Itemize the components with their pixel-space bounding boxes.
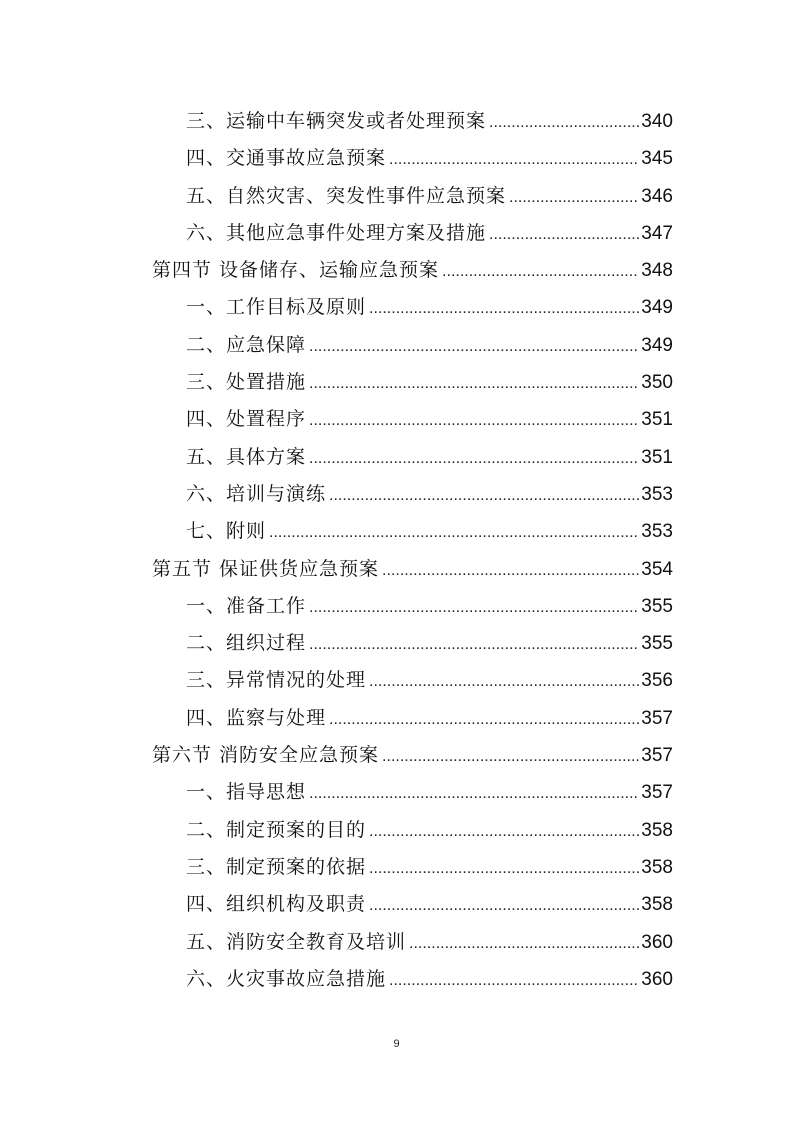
toc-dot-leader — [369, 813, 639, 849]
toc-entry-label: 三、制定预案的依据 — [186, 855, 367, 878]
toc-entry-page-number: 349 — [641, 297, 673, 319]
toc-entry-label: 第四节 设备储存、运输应急预案 — [152, 259, 440, 282]
toc-section-entry[interactable] — [152, 551, 673, 588]
toc-entry-label: 六、火灾事故应急措施 — [186, 967, 387, 990]
toc-subsection-entry[interactable] — [152, 924, 673, 961]
toc-dot-leader — [369, 887, 639, 923]
toc-entry-page-number: 356 — [641, 670, 673, 692]
toc-entry-label: 四、组织机构及职责 — [186, 893, 367, 916]
toc-entry-page-number: 345 — [641, 148, 673, 170]
toc-entry-label: 七、附则 — [186, 520, 267, 543]
toc-dot-leader — [382, 552, 639, 588]
toc-entry-label: 二、制定预案的目的 — [186, 818, 367, 841]
toc-dot-leader — [489, 216, 639, 252]
toc-entry-label: 四、交通事故应急预案 — [186, 147, 387, 170]
toc-entry-page-number: 355 — [641, 595, 673, 617]
toc-entry-page-number: 357 — [641, 782, 673, 804]
toc-dot-leader — [489, 104, 639, 140]
toc-dot-leader — [329, 477, 639, 513]
toc-entry-page-number: 360 — [641, 931, 673, 953]
toc-subsection-entry[interactable] — [152, 327, 673, 364]
toc-entry-page-number: 350 — [641, 372, 673, 394]
toc-entry-label: 二、应急保障 — [186, 333, 307, 356]
page-number: 9 — [393, 1038, 400, 1050]
toc-entry-label: 四、监察与处理 — [186, 706, 327, 729]
toc-entry-label: 第五节 保证供货应急预案 — [152, 557, 380, 580]
toc-entry-page-number: 353 — [641, 521, 673, 543]
toc-entry-label: 三、处置措施 — [186, 371, 307, 394]
toc-entry-page-number: 357 — [641, 707, 673, 729]
toc-dot-leader — [509, 179, 639, 215]
toc-entry-label: 一、指导思想 — [186, 781, 307, 804]
toc-entry-page-number: 358 — [641, 894, 673, 916]
toc-dot-leader — [442, 253, 639, 289]
toc-subsection-entry[interactable] — [152, 961, 673, 998]
toc-entry-page-number: 347 — [641, 222, 673, 244]
toc-subsection-entry[interactable] — [152, 215, 673, 252]
toc-entry-label: 六、培训与演练 — [186, 482, 327, 505]
toc-dot-leader — [269, 514, 639, 550]
table-of-contents — [152, 103, 673, 998]
toc-entry-page-number: 355 — [641, 633, 673, 655]
toc-subsection-entry[interactable] — [152, 476, 673, 513]
toc-subsection-entry[interactable] — [152, 700, 673, 737]
toc-entry-label: 三、异常情况的处理 — [186, 669, 367, 692]
toc-dot-leader — [369, 850, 639, 886]
toc-entry-label: 第六节 消防安全应急预案 — [152, 744, 380, 767]
toc-subsection-entry[interactable] — [152, 401, 673, 438]
toc-entry-label: 一、工作目标及原则 — [186, 296, 367, 319]
toc-subsection-entry[interactable] — [152, 103, 673, 140]
toc-entry-label: 一、准备工作 — [186, 594, 307, 617]
toc-dot-leader — [369, 290, 639, 326]
toc-dot-leader — [309, 626, 639, 662]
toc-dot-leader — [382, 738, 639, 774]
toc-subsection-entry[interactable] — [152, 364, 673, 401]
toc-subsection-entry[interactable] — [152, 886, 673, 923]
toc-entry-page-number: 358 — [641, 856, 673, 878]
toc-entry-label: 二、组织过程 — [186, 632, 307, 655]
toc-entry-page-number: 358 — [641, 819, 673, 841]
toc-entry-page-number: 346 — [641, 185, 673, 207]
toc-dot-leader — [409, 925, 639, 961]
toc-subsection-entry[interactable] — [152, 849, 673, 886]
toc-subsection-entry[interactable] — [152, 289, 673, 326]
toc-dot-leader — [309, 365, 639, 401]
toc-dot-leader — [309, 440, 639, 476]
toc-entry-page-number: 351 — [641, 409, 673, 431]
toc-entry-page-number: 351 — [641, 446, 673, 468]
toc-entry-page-number: 354 — [641, 558, 673, 580]
toc-subsection-entry[interactable] — [152, 662, 673, 699]
toc-entry-page-number: 360 — [641, 968, 673, 990]
toc-section-entry[interactable] — [152, 252, 673, 289]
toc-entry-page-number: 348 — [641, 260, 673, 282]
toc-entry-label: 五、自然灾害、突发性事件应急预案 — [186, 184, 507, 207]
toc-subsection-entry[interactable] — [152, 513, 673, 550]
toc-dot-leader — [389, 962, 639, 998]
toc-subsection-entry[interactable] — [152, 178, 673, 215]
toc-entry-label: 五、具体方案 — [186, 445, 307, 468]
toc-entry-page-number: 340 — [641, 111, 673, 132]
toc-dot-leader — [309, 589, 639, 625]
toc-dot-leader — [309, 775, 639, 811]
toc-entry-page-number: 353 — [641, 483, 673, 505]
toc-subsection-entry[interactable] — [152, 774, 673, 811]
toc-entry-label: 五、消防安全教育及培训 — [186, 930, 407, 953]
toc-subsection-entry[interactable] — [152, 439, 673, 476]
toc-entry-page-number: 349 — [641, 334, 673, 356]
toc-subsection-entry[interactable] — [152, 625, 673, 662]
toc-subsection-entry[interactable] — [152, 812, 673, 849]
toc-dot-leader — [309, 402, 639, 438]
toc-section-entry[interactable] — [152, 737, 673, 774]
toc-dot-leader — [369, 663, 639, 699]
toc-subsection-entry[interactable] — [152, 140, 673, 177]
toc-entry-label: 三、运输中车辆突发或者处理预案 — [186, 110, 487, 132]
toc-dot-leader — [389, 141, 639, 177]
toc-entry-page-number: 357 — [641, 745, 673, 767]
toc-dot-leader — [309, 328, 639, 364]
toc-entry-label: 六、其他应急事件处理方案及措施 — [186, 221, 487, 244]
toc-entry-label: 四、处置程序 — [186, 408, 307, 431]
toc-dot-leader — [329, 701, 639, 737]
toc-subsection-entry[interactable] — [152, 588, 673, 625]
